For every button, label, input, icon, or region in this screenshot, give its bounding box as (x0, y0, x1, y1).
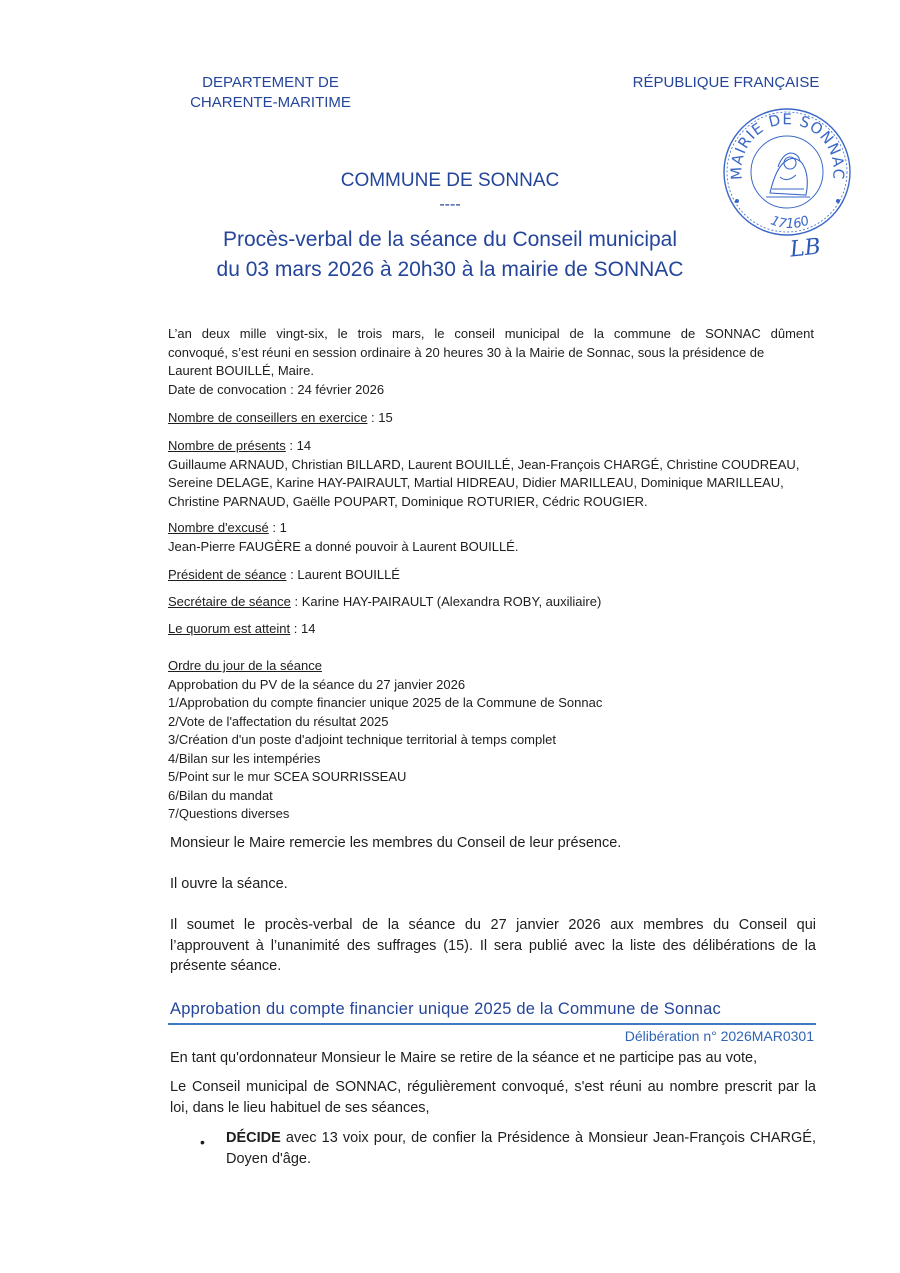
intro-line-1 (168, 325, 814, 344)
section-title: Approbation du compte financier unique 2025 de la Commune de Sonnac (170, 1000, 721, 1018)
stamp-text: MAIRIE DE SONNAC (727, 110, 848, 181)
decide-keyword: DÉCIDE (226, 1130, 281, 1146)
department-line-1: DEPARTEMENT DE (202, 74, 339, 91)
secretaire-value: : Karine HAY-PAIRAULT (Alexandra ROBY, auxiliaire) (290, 594, 602, 609)
agenda-item: 2/Vote de l'affectation du résultat 2025 (168, 713, 389, 729)
excuse-value: : 1 (268, 520, 287, 535)
conseil-line-1: Le Conseil municipal de SONNAC, régulièrement convoqué, s'est réuni au nombre prescrit par la (170, 1079, 816, 1095)
intro-line-2: convoqué, s’est réuni en session ordinaire à 20 heures 30 à la Mairie de Sonnac, sous la présidence de (168, 344, 765, 360)
ordonnateur-paragraph: En tant qu'ordonnateur Monsieur le Maire se retire de la séance et ne participe pas au vote, (170, 1050, 758, 1066)
quorum-value: : 14 (290, 621, 316, 636)
presents-names-line-3: Christine PARNAUD, Gaëlle POUPART, Dominique ROTURIER, Cédric ROUGIER. (168, 493, 648, 509)
agenda-item: 7/Questions diverses (168, 806, 290, 821)
agenda-item: Approbation du PV de la séance du 27 janvier 2026 (168, 676, 466, 692)
svg-text:MAIRIE DE SONNAC (727, 110, 848, 181)
agenda-block (168, 657, 814, 824)
agenda-item: 1/Approbation du compte financier unique 2025 de la Commune de Sonnac (168, 695, 603, 710)
intro-text-a: L’an deux mille vingt-six, le trois mars, le conseil municipal de la commune de (168, 326, 706, 341)
remercie-paragraph: Monsieur le Maire remercie les membres du Conseil de leur présence. (170, 835, 622, 851)
conseillers-value: : 15 (367, 410, 393, 425)
agenda-title: Ordre du jour de la séance (168, 658, 322, 673)
pv-title-line-2: du 03 mars 2026 à 20h30 à la mairie de SONNAC (216, 258, 684, 281)
intro-commune-name: SONNAC (705, 326, 761, 341)
title-separator: ---- (439, 196, 461, 213)
convocation-date: Date de convocation : 24 février 2026 (168, 381, 385, 397)
excuse-label: Nombre d'excusé (168, 520, 269, 535)
deliberation-number: Délibération n° 2026MAR0301 (624, 1028, 814, 1044)
section-divider (168, 1023, 816, 1025)
president-value: : Laurent BOUILLÉ (286, 567, 400, 582)
soumet-paragraph (170, 915, 816, 977)
bullet-icon: • (200, 1134, 205, 1150)
presents-value: : 14 (285, 438, 312, 453)
signature-initials: LB (788, 234, 823, 263)
soumet-line-2: l’approuvent à l’unanimité des suffrages (15). Il sera publié avec la liste des délibérations de la (170, 937, 816, 954)
intro-line-3: Laurent BOUILLÉ, Maire. (168, 363, 314, 378)
presents-label: Nombre de présents (168, 438, 286, 453)
secretaire-block (168, 593, 814, 612)
mairie-stamp-icon (720, 105, 855, 240)
soumet-line-3: présente séance. (170, 958, 282, 974)
department-header (178, 73, 363, 113)
presents-names-line-1: Guillaume ARNAUD, Christian BILLARD, Laurent BOUILLÉ, Jean-François CHARGÉ, Christine COUDREAU, (168, 456, 800, 472)
president-block (168, 566, 814, 585)
agenda-item: 6/Bilan du mandat (168, 787, 273, 803)
commune-title: COMMUNE DE SONNAC (340, 170, 560, 191)
agenda-item: 3/Création d'un poste d'adjoint technique territorial à temps complet (168, 732, 556, 747)
decide-line-2: Doyen d'âge. (226, 1150, 311, 1167)
department-line-2: CHARENTE-MARITIME (190, 94, 351, 111)
decide-line-1: avec 13 voix pour, de confier la Présidence à Monsieur Jean-François CHARGÉ, (280, 1130, 816, 1146)
stamp-postcode: 17160 (768, 213, 812, 233)
soumet-line-1: Il soumet le procès-verbal de la séance du 27 janvier 2026 aux membres du Conseil qui (170, 917, 816, 933)
svg-text:17160 (768, 213, 811, 232)
excuse-detail: Jean-Pierre FAUGÈRE a donné pouvoir à Laurent BOUILLÉ. (168, 538, 519, 554)
president-label: Président de séance (168, 567, 287, 582)
agenda-item: 5/Point sur le mur SCEA SOURRISSEAU (168, 769, 407, 784)
intro-paragraph (168, 325, 814, 399)
intro-text-c: dûment (760, 326, 814, 341)
quorum-label: Le quorum est atteint (168, 621, 291, 636)
conseil-line-2: loi, dans le lieu habituel de ses séances, (170, 1099, 430, 1116)
presents-names-line-2: Sereine DELAGE, Karine HAY-PAIRAULT, Martial HIDREAU, Didier MARILLEAU, Dominique MARILLEAU, (168, 475, 784, 490)
secretaire-label: Secrétaire de séance (168, 594, 291, 609)
pv-title-line-1: Procès-verbal de la séance du Conseil municipal (222, 228, 678, 251)
excuse-block (168, 519, 814, 556)
presents-block (168, 437, 814, 511)
conseillers-label: Nombre de conseillers en exercice (168, 410, 368, 425)
agenda-item: 4/Bilan sur les intempéries (168, 750, 321, 766)
quorum-block (168, 620, 814, 639)
conseillers-count (168, 409, 814, 428)
decide-item (226, 1128, 816, 1169)
republic-header: RÉPUBLIQUE FRANÇAISE (632, 74, 820, 91)
conseil-paragraph (170, 1077, 816, 1118)
ouvre-paragraph: Il ouvre la séance. (170, 876, 288, 892)
